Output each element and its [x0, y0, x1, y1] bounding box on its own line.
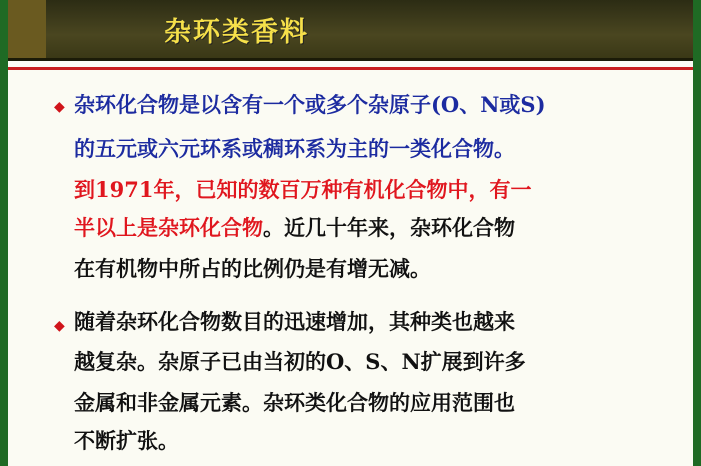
bullet-1-line-4 [74, 217, 515, 238]
text-span: 的五元或六元环系或稠环系为主的一类化合物。 [74, 136, 515, 161]
text-span: 半以上是杂环化合物 [74, 215, 263, 240]
bullet-1-line-1 [74, 94, 546, 115]
bullet-diamond-icon: ◆ [54, 318, 65, 334]
title-bar [8, 0, 693, 61]
bullet-1-line-2 [74, 138, 515, 159]
slide-body [8, 61, 693, 466]
text-span: 越复杂。杂原子已由当初的O、S、N扩展到许多 [74, 349, 526, 374]
slide-title: 杂环类香料 [164, 17, 309, 48]
text-span: 到1971年，已知的数百万种有机化合物中，有一 [74, 177, 532, 202]
text-span: 。近几十年来，杂环化合物 [263, 215, 515, 240]
divider [8, 67, 693, 70]
bullet-2-line-3 [74, 392, 515, 413]
text-span: 在有机物中所占的比例仍是有增无减。 [74, 256, 431, 281]
bullet-1-line-3 [74, 179, 531, 200]
bullet-1-line-5 [74, 258, 431, 279]
text-span: 金属和非金属元素。杂环类化合物的应用范围也 [74, 390, 515, 415]
bullet-2-line-2 [74, 351, 526, 372]
text-span: 随着杂环化合物数目的迅速增加，其种类也越来 [74, 309, 515, 334]
frame-right [693, 0, 701, 466]
text-span: 不断扩张。 [74, 428, 179, 453]
text-span: 杂环化合物是以含有一个或多个杂原子(O、N或S) [74, 92, 546, 117]
frame-left [0, 0, 8, 466]
bullet-diamond-icon: ◆ [54, 99, 65, 115]
title-bar-accent [8, 0, 46, 58]
bullet-2-line-4 [74, 430, 179, 451]
bullet-2-line-1 [74, 311, 515, 332]
